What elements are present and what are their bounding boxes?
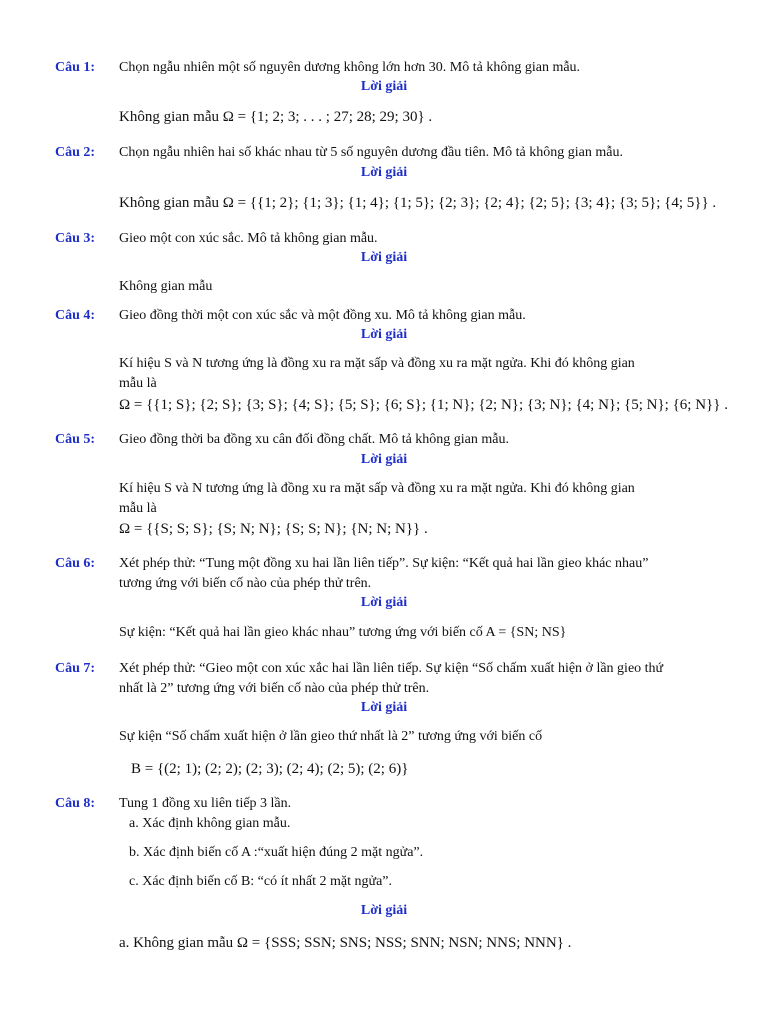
solution-heading: Lời giải [360,165,408,180]
question-label: Câu 6: [55,556,96,571]
question-text: Chọn ngẫu nhiên hai số khác nhau từ 5 số nguyên dương đầu tiên. Mô tả không gian mẫu. [119,145,623,160]
solution-heading: Lời giải [360,903,408,918]
question-label: Câu 4: [55,308,96,323]
question-text: Gieo đồng thời ba đồng xu cân đối đồng chất. Mô tả không gian mẫu. [119,432,510,447]
solution-heading: Lời giải [360,700,408,715]
answer-line: Không gian mẫu Ω = {{1; 2}; {1; 3}; {1; 4}; {1; 5}; {2; 3}; {2; 4}; {2; 5}; {3; 4}; {3; 5}; {4; 5}} . [119,195,717,211]
answer-line: B = {(2; 1); (2; 2); (2; 3); (2; 4); (2; 5); (2; 6)} [131,761,409,777]
answer-line: mẫu là [119,376,157,391]
question-text: Gieo một con xúc sắc. Mô tả không gian mẫu. [119,231,378,246]
answer-line: Sự kiện “Số chấm xuất hiện ở lần gieo thứ nhất là 2” tương ứng với biến cố [119,729,543,744]
question-label: Câu 2: [55,145,96,160]
solution-heading: Lời giải [360,595,408,610]
question-text: Gieo đồng thời một con xúc sắc và một đồng xu. Mô tả không gian mẫu. [119,308,526,323]
question-text: Tung 1 đồng xu liên tiếp 3 lần. [119,796,292,811]
question-label: Câu 3: [55,231,96,246]
sub-item: c. Xác định biến cố B: “có ít nhất 2 mặt ngửa”. [129,874,393,889]
question-text: tương ứng với biến cố nào của phép thử trên. [119,576,372,591]
answer-line: Không gian mẫu Ω = {1; 2; 3; . . . ; 27; 28; 29; 30} . [119,109,433,125]
answer-line: mẫu là [119,501,157,516]
answer-line: Không gian mẫu [119,279,213,294]
answer-line: Ω = {{1; S}; {2; S}; {3; S}; {4; S}; {5; S}; {6; S}; {1; N}; {2; N}; {3; N}; {4; N}; {5; N}; {6; N}} . [119,397,728,413]
solution-heading: Lời giải [360,79,408,94]
solution-heading: Lời giải [360,452,408,467]
solution-heading: Lời giải [360,327,408,342]
answer-line: Ω = {{S; S; S}; {S; N; N}; {S; S; N}; {N; N; N}} . [119,521,428,537]
question-label: Câu 5: [55,432,96,447]
answer-line: Kí hiệu S và N tương ứng là đồng xu ra mặt sấp và đồng xu ra mặt ngửa. Khi đó không gian [119,481,635,496]
question-label: Câu 8: [55,796,96,811]
question-label: Câu 1: [55,60,96,75]
sub-item: b. Xác định biến cố A :“xuất hiện đúng 2 mặt ngửa”. [129,845,424,860]
question-label: Câu 7: [55,661,96,676]
question-text: Xét phép thử: “Gieo một con xúc xắc hai lần liên tiếp. Sự kiện “Số chấm xuất hiện ở lần gieo thứ [119,661,664,676]
solution-heading: Lời giải [360,250,408,265]
question-text: Chọn ngẫu nhiên một số nguyên dương không lớn hơn 30. Mô tả không gian mẫu. [119,60,581,75]
question-text: nhất là 2” tương ứng với biến cố nào của phép thử trên. [119,681,430,696]
answer-line: Sự kiện: “Kết quả hai lần gieo khác nhau” tương ứng với biến cố A = {SN; NS} [119,625,567,640]
sub-item: a. Xác định không gian mẫu. [129,816,291,831]
answer-line: a. Không gian mẫu Ω = {SSS; SSN; SNS; NSS; SNN; NSN; NNS; NNN} . [119,935,572,951]
question-text: Xét phép thử: “Tung một đồng xu hai lần liên tiếp”. Sự kiện: “Kết quả hai lần gieo khác nhau” [119,556,649,571]
answer-line: Kí hiệu S và N tương ứng là đồng xu ra mặt sấp và đồng xu ra mặt ngửa. Khi đó không gian [119,356,635,371]
